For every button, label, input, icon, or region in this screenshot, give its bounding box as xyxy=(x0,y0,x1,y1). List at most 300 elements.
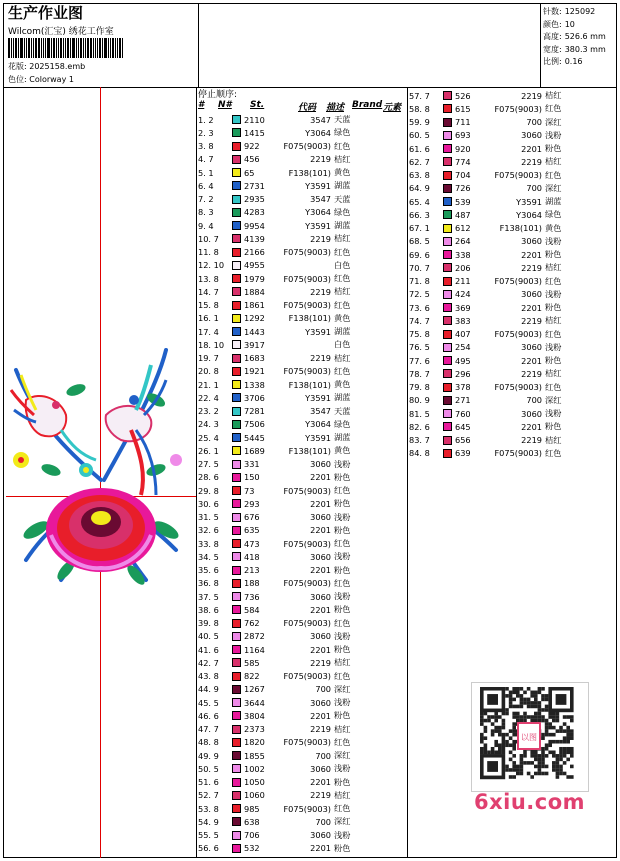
color-description: 深红 xyxy=(334,750,351,760)
thread-code: 2219 xyxy=(310,233,331,244)
color-swatch xyxy=(232,831,241,840)
barcode-bar xyxy=(90,38,92,58)
stitch-count: 1267 xyxy=(244,684,265,695)
stitch-count: 3917 xyxy=(244,339,265,350)
color-description: 天蓝 xyxy=(334,114,351,124)
stop-number: 36. 8 xyxy=(198,578,219,589)
color-stop-row xyxy=(198,444,364,457)
stitch-count: 612 xyxy=(455,223,471,233)
col-header-st: St. xyxy=(250,100,265,110)
color-swatch xyxy=(232,301,241,310)
color-stop-row xyxy=(198,405,364,418)
stop-number: 65. 4 xyxy=(409,196,430,207)
stitch-count: 532 xyxy=(244,843,260,854)
stop-number: 59. 9 xyxy=(409,117,430,127)
barcode-bar xyxy=(31,38,32,58)
stop-number: 58. 8 xyxy=(409,103,430,114)
barcode-bar xyxy=(63,38,64,58)
stop-number: 72. 5 xyxy=(409,289,430,300)
color-description: 桔红 xyxy=(545,368,562,379)
color-stop-row xyxy=(198,193,364,206)
color-description: 浅粉 xyxy=(334,511,351,522)
color-description: 绿色 xyxy=(545,209,562,220)
color-description: 白色 xyxy=(334,259,351,270)
stop-number: 81. 5 xyxy=(409,408,430,419)
stop-number: 5. 1 xyxy=(198,167,214,178)
color-description: 黄色 xyxy=(334,312,351,323)
stitch-count: 331 xyxy=(244,459,260,469)
stop-number: 6. 4 xyxy=(198,180,214,191)
color-swatch xyxy=(443,330,452,339)
color-swatch xyxy=(232,473,241,482)
color-stop-row xyxy=(198,206,364,219)
barcode-bar xyxy=(112,38,114,58)
color-stop-row xyxy=(409,394,575,407)
stitch-count: 473 xyxy=(244,538,260,549)
stitch-count: 726 xyxy=(455,183,471,194)
color-stop-row xyxy=(198,352,364,365)
color-swatch xyxy=(232,155,241,164)
col-header-brand: Brand xyxy=(352,100,383,110)
color-swatch xyxy=(443,369,452,378)
color-stop-row xyxy=(198,113,364,126)
thread-code: F138(101) xyxy=(288,167,331,178)
color-description: 浅粉 xyxy=(334,458,351,469)
barcode-bar xyxy=(18,38,19,58)
color-stop-row xyxy=(409,367,575,380)
barcode xyxy=(8,38,128,58)
color-stop-row xyxy=(198,378,364,391)
stop-number: 24. 3 xyxy=(198,419,219,430)
stitch-count: 2935 xyxy=(244,194,265,204)
thread-code: 2201 xyxy=(521,355,542,366)
color-swatch xyxy=(232,658,241,667)
stitch-count: 424 xyxy=(455,289,471,300)
stitch-count: 2373 xyxy=(244,724,265,734)
color-stop-row xyxy=(409,235,575,248)
color-swatch xyxy=(232,115,241,124)
thread-code: F075(9003) xyxy=(283,485,331,496)
color-swatch xyxy=(443,157,452,166)
stop-number: 14. 7 xyxy=(198,286,219,297)
color-description: 浅粉 xyxy=(334,697,351,707)
color-stop-row xyxy=(409,314,575,327)
header-divider-v xyxy=(198,3,199,87)
color-description: 粉色 xyxy=(545,143,562,153)
color-description: 粉色 xyxy=(545,355,562,365)
color-stop-row xyxy=(409,301,575,314)
color-description: 红色 xyxy=(334,670,351,681)
color-description: 粉色 xyxy=(334,564,351,575)
thread-code: Y3064 xyxy=(516,209,542,220)
stop-number: 52. 7 xyxy=(198,790,219,801)
thread-code: Y3591 xyxy=(305,220,331,231)
thread-code: 2219 xyxy=(521,315,542,326)
stitch-count: 920 xyxy=(455,143,471,154)
color-description: 粉色 xyxy=(334,604,351,615)
thread-code: Y3591 xyxy=(305,392,331,403)
thread-code: 3060 xyxy=(521,289,542,300)
stop-number: 4. 7 xyxy=(198,154,214,165)
color-swatch xyxy=(232,208,241,217)
color-swatch xyxy=(232,619,241,628)
stitch-count: 7281 xyxy=(244,406,265,416)
color-description: 黄色 xyxy=(545,222,562,233)
color-stop-row xyxy=(198,802,364,815)
stop-number: 74. 7 xyxy=(409,315,430,326)
color-description: 浅粉 xyxy=(545,235,562,246)
stop-number: 37. 5 xyxy=(198,591,219,602)
thread-code: 3060 xyxy=(310,631,331,642)
color-description: 湖蓝 xyxy=(334,220,351,230)
color-stop-row xyxy=(198,829,364,842)
color-stop-row xyxy=(198,564,364,577)
stop-number: 35. 6 xyxy=(198,565,219,575)
stitch-count: 1060 xyxy=(244,790,265,801)
stop-number: 69. 6 xyxy=(409,249,430,260)
thread-code: 2201 xyxy=(310,710,331,721)
stitch-count: 2110 xyxy=(244,114,265,125)
stitch-count: 635 xyxy=(244,525,260,536)
stitch-count: 211 xyxy=(455,276,471,286)
color-swatch xyxy=(232,393,241,402)
color-description: 湖蓝 xyxy=(545,196,562,206)
color-stop-row xyxy=(409,420,575,433)
stitch-count: 383 xyxy=(455,315,471,326)
col-header-needle: N# xyxy=(218,100,232,110)
stop-number: 41. 6 xyxy=(198,644,219,655)
thread-code: 3060 xyxy=(521,342,542,353)
page-title: 生产作业图 xyxy=(8,4,84,22)
stitch-count: 418 xyxy=(244,551,260,562)
color-stop-row xyxy=(198,497,364,510)
stitch-count: 3644 xyxy=(244,697,265,708)
color-stop-row xyxy=(409,169,575,182)
color-stop-row xyxy=(409,102,575,115)
stitch-count: 213 xyxy=(244,565,260,575)
qr-caption: 以图 xyxy=(521,733,537,742)
barcode-bar xyxy=(85,38,86,58)
color-stop-row xyxy=(409,195,575,208)
thread-code: 3547 xyxy=(310,406,331,416)
stitch-count: 1415 xyxy=(244,127,265,138)
barcode-bar xyxy=(119,38,121,58)
color-stop-row xyxy=(198,749,364,762)
color-swatch xyxy=(443,210,452,219)
color-stop-row xyxy=(409,222,575,235)
barcode-bar xyxy=(24,38,25,58)
barcode-bar xyxy=(78,38,79,58)
stitch-count: 407 xyxy=(455,329,471,339)
stitch-count: 639 xyxy=(455,448,471,459)
stop-number: 55. 5 xyxy=(198,830,219,840)
color-stop-row xyxy=(198,140,364,153)
stitch-count: 1820 xyxy=(244,737,265,748)
color-description: 红色 xyxy=(334,140,351,151)
stop-number: 27. 5 xyxy=(198,459,219,469)
stop-number: 19. 7 xyxy=(198,353,219,363)
barcode-bar xyxy=(56,38,57,58)
color-stop-row xyxy=(409,434,575,447)
stitch-count: 693 xyxy=(455,130,471,141)
color-swatch xyxy=(232,168,241,177)
color-description: 红色 xyxy=(545,328,562,339)
stop-number: 18. 10 xyxy=(198,339,225,350)
thread-code: 2219 xyxy=(310,286,331,297)
color-swatch xyxy=(232,685,241,694)
color-swatch xyxy=(232,804,241,813)
color-stop-row xyxy=(198,246,364,259)
color-description: 红色 xyxy=(334,246,351,257)
color-description: 红色 xyxy=(334,803,351,813)
stitch-count: 4955 xyxy=(244,260,265,271)
stitch-count: 487 xyxy=(455,209,471,220)
color-description: 浅粉 xyxy=(545,408,562,418)
stop-number: 20. 8 xyxy=(198,366,219,377)
color-stop-row xyxy=(409,142,575,155)
stop-number: 45. 5 xyxy=(198,697,219,708)
thread-code: F075(9003) xyxy=(283,273,331,284)
thread-code: 3060 xyxy=(310,697,331,708)
thread-code: F075(9003) xyxy=(283,803,331,814)
stitch-count: 369 xyxy=(455,302,471,313)
color-swatch xyxy=(443,104,452,113)
company-name: Wilcom(汇宝) 绣花工作室 xyxy=(8,27,114,37)
color-description: 桔红 xyxy=(334,153,351,164)
stitch-count: 711 xyxy=(455,117,471,127)
stitch-count: 7506 xyxy=(244,419,265,430)
color-swatch xyxy=(232,526,241,535)
barcode-bar xyxy=(11,38,12,58)
color-description: 粉色 xyxy=(545,421,562,432)
color-description: 红色 xyxy=(334,365,351,376)
thread-code: 3060 xyxy=(521,130,542,141)
thread-code: 3060 xyxy=(310,763,331,774)
color-swatch xyxy=(232,221,241,230)
color-description: 粉色 xyxy=(334,471,351,482)
color-swatch xyxy=(232,672,241,681)
stop-sequence-title: 停止顺序: xyxy=(198,90,238,100)
barcode-bar xyxy=(83,38,84,58)
color-description: 桔红 xyxy=(545,90,562,100)
color-description: 红色 xyxy=(545,381,562,392)
color-description: 粉色 xyxy=(334,710,351,721)
color-swatch xyxy=(232,791,241,800)
column-divider xyxy=(407,87,408,858)
stitch-count: 585 xyxy=(244,657,260,668)
color-description: 黄色 xyxy=(334,167,351,177)
color-swatch xyxy=(232,605,241,614)
stop-number: 32. 6 xyxy=(198,525,219,536)
stop-number: 25. 4 xyxy=(198,432,219,443)
stitch-count: 1861 xyxy=(244,300,265,310)
barcode-bar xyxy=(110,38,111,58)
thread-code: 2201 xyxy=(521,302,542,313)
thread-code: 2201 xyxy=(521,249,542,260)
color-stop-row xyxy=(198,537,364,550)
color-swatch xyxy=(232,460,241,469)
color-swatch xyxy=(232,128,241,137)
color-swatch xyxy=(443,316,452,325)
stitch-count: 1979 xyxy=(244,273,265,284)
color-stop-row xyxy=(409,341,575,354)
color-description: 粉色 xyxy=(545,249,562,259)
thread-code: 2219 xyxy=(521,435,542,445)
stitch-count: 2731 xyxy=(244,180,265,191)
stitch-count: 150 xyxy=(244,472,260,483)
color-swatch xyxy=(232,407,241,416)
thread-code: F075(9003) xyxy=(283,247,331,257)
color-description: 桔红 xyxy=(545,156,562,167)
color-swatch xyxy=(232,778,241,787)
thread-code: 2219 xyxy=(521,90,542,101)
stop-number: 53. 8 xyxy=(198,803,219,814)
color-description: 天蓝 xyxy=(334,405,351,416)
stitch-count: 638 xyxy=(244,816,260,827)
stitch-count: 736 xyxy=(244,591,260,602)
stitch-count: 704 xyxy=(455,170,471,180)
color-stop-row xyxy=(198,431,364,444)
stop-number: 82. 6 xyxy=(409,421,430,432)
thread-code: 3060 xyxy=(310,830,331,840)
color-description: 绿色 xyxy=(334,418,351,429)
color-stop-row xyxy=(409,328,575,341)
color-swatch xyxy=(232,738,241,747)
color-description: 桔红 xyxy=(545,315,562,326)
color-description: 粉色 xyxy=(334,776,351,787)
stitch-count: 1002 xyxy=(244,763,265,774)
stitch-count: 822 xyxy=(244,671,260,681)
stop-number: 28. 6 xyxy=(198,472,219,483)
color-description: 桔红 xyxy=(334,286,351,297)
stitch-count: 656 xyxy=(455,435,471,445)
stop-number: 70. 7 xyxy=(409,262,430,273)
color-description: 浅粉 xyxy=(334,551,351,562)
stop-number: 64. 9 xyxy=(409,183,430,194)
color-description: 湖蓝 xyxy=(334,392,351,403)
thread-code: 2219 xyxy=(310,657,331,668)
color-description: 深红 xyxy=(545,116,562,127)
color-swatch xyxy=(443,144,452,153)
color-swatch xyxy=(232,751,241,760)
color-description: 红色 xyxy=(334,485,351,495)
barcode-bar xyxy=(43,38,44,58)
thread-code: 2219 xyxy=(310,724,331,734)
color-swatch xyxy=(443,290,452,299)
stitch-count: 378 xyxy=(455,382,471,392)
color-description: 天蓝 xyxy=(334,193,351,204)
color-swatch xyxy=(232,764,241,773)
color-stop-row xyxy=(409,275,575,288)
color-description: 红色 xyxy=(545,169,562,180)
thread-code: 3547 xyxy=(310,114,331,125)
color-swatch xyxy=(443,303,452,312)
stitch-count: 762 xyxy=(244,618,260,628)
color-description: 粉色 xyxy=(334,644,351,654)
stop-number: 22. 4 xyxy=(198,392,219,403)
colorway xyxy=(8,74,74,85)
stitch-count: 1683 xyxy=(244,353,265,363)
color-stop-row xyxy=(198,603,364,616)
color-description: 红色 xyxy=(545,447,562,458)
spec-colors: 颜色: 10 xyxy=(543,19,575,29)
color-description: 白色 xyxy=(334,339,351,350)
stop-number: 11. 8 xyxy=(198,247,219,257)
spec-scale: 比例: 0.16 xyxy=(543,57,583,66)
color-stop-row xyxy=(198,524,364,537)
stop-number: 63. 8 xyxy=(409,170,430,180)
color-description: 湖蓝 xyxy=(334,180,351,191)
color-swatch xyxy=(443,237,452,246)
color-swatch xyxy=(232,327,241,336)
barcode-bar xyxy=(93,38,94,58)
color-stop-row xyxy=(198,219,364,232)
color-swatch xyxy=(232,698,241,707)
stitch-count: 922 xyxy=(244,141,260,151)
stop-number: 47. 7 xyxy=(198,724,219,734)
stop-number: 31. 5 xyxy=(198,512,219,522)
color-description: 浅粉 xyxy=(334,591,351,601)
stitch-count: 1164 xyxy=(244,644,265,655)
color-swatch xyxy=(232,513,241,522)
thread-code: 2219 xyxy=(310,154,331,165)
stitch-count: 1292 xyxy=(244,313,265,324)
color-swatch xyxy=(232,725,241,734)
color-description: 桔红 xyxy=(334,723,351,734)
color-swatch xyxy=(443,250,452,259)
stitch-count: 1855 xyxy=(244,750,265,761)
barcode-bar xyxy=(95,38,96,58)
stitch-count: 1884 xyxy=(244,286,265,297)
stop-number: 50. 5 xyxy=(198,763,219,774)
color-stop-row xyxy=(198,299,364,312)
stop-number: 75. 8 xyxy=(409,329,430,339)
color-swatch xyxy=(443,436,452,445)
barcode-bar xyxy=(51,38,52,58)
color-swatch xyxy=(443,422,452,431)
color-stop-row xyxy=(198,643,364,656)
stitch-count: 1689 xyxy=(244,445,265,456)
stitch-count: 188 xyxy=(244,578,260,589)
color-stop-row xyxy=(409,261,575,274)
stop-number: 61. 6 xyxy=(409,143,430,154)
color-swatch xyxy=(443,197,452,206)
color-description: 绿色 xyxy=(334,127,351,138)
color-stop-row xyxy=(198,232,364,245)
stitch-count: 3706 xyxy=(244,392,265,403)
color-stop-row xyxy=(198,166,364,179)
stitch-count: 539 xyxy=(455,196,471,207)
design-label: 花版: xyxy=(8,62,27,71)
color-swatch xyxy=(443,224,452,233)
color-stop-row xyxy=(198,577,364,590)
thread-code: F075(9003) xyxy=(283,538,331,549)
thread-code: Y3591 xyxy=(305,326,331,337)
barcode-bar xyxy=(80,38,82,58)
color-description: 红色 xyxy=(334,577,351,588)
thread-code: F075(9003) xyxy=(283,578,331,589)
stop-number: 78. 7 xyxy=(409,368,430,379)
color-swatch xyxy=(443,277,452,286)
stitch-count: 4283 xyxy=(244,207,265,218)
color-description: 深红 xyxy=(334,683,351,694)
stop-number: 1. 2 xyxy=(198,114,214,125)
color-stop-row xyxy=(198,709,364,722)
color-description: 红色 xyxy=(334,736,351,747)
color-swatch xyxy=(443,356,452,365)
stop-number: 57. 7 xyxy=(409,90,430,101)
color-swatch xyxy=(232,340,241,349)
